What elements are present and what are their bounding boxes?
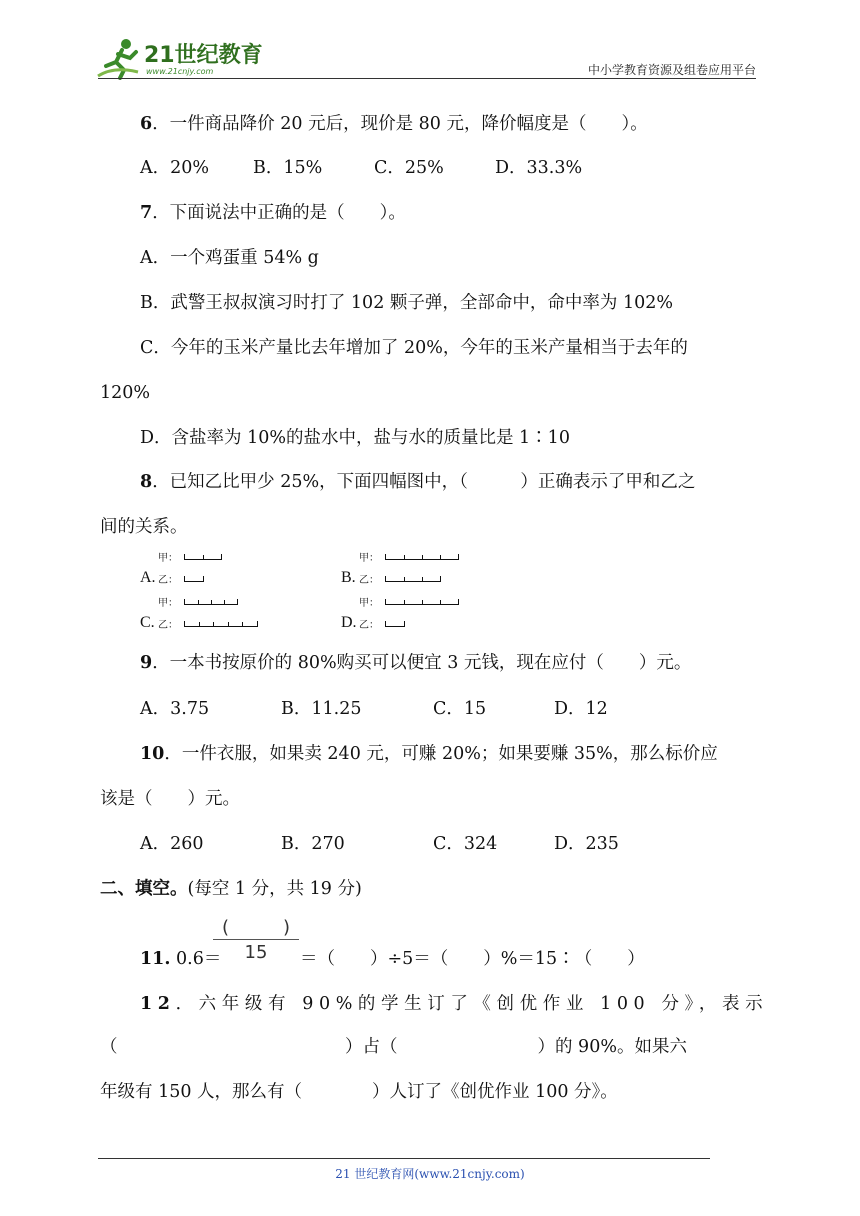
q7-stem: 7．下面说法中正确的是（ ）。	[140, 203, 406, 223]
q6-option-a: A．20%	[140, 158, 210, 178]
q9-stem: 9．一本书按原价的 80%购买可以便宜 3 元钱，现在应付（ ）元。	[140, 653, 692, 673]
q10-option-b: B．270	[281, 834, 345, 854]
segment-yi	[184, 621, 258, 627]
q10-stem-cont: 该是（ ）元。	[100, 789, 240, 809]
q10-option-d: D．235	[554, 834, 619, 854]
segment-jia	[184, 554, 222, 560]
segment-jia	[184, 599, 238, 605]
q6-option-d: D．33.3%	[495, 158, 583, 178]
fraction-denominator: 15	[244, 942, 268, 963]
q10-stem: 10．一件衣服，如果卖 240 元，可赚 20%；如果要赚 35%，那么标价应	[140, 744, 718, 764]
segment-yi	[385, 621, 405, 627]
q9-option-c: C．15	[433, 699, 487, 719]
q7-option-a: A．一个鸡蛋重 54% g	[140, 248, 319, 268]
q9-option-b: B．11.25	[281, 699, 362, 719]
q12-stem-line2: （ ）占（ ）的 90%。如果六	[100, 1037, 687, 1057]
q8-figure-d: 甲： D. 乙：	[341, 595, 491, 635]
segment-yi	[385, 576, 441, 582]
site-logo	[94, 36, 264, 80]
segment-yi	[184, 576, 204, 582]
fraction-numerator: ( )	[221, 917, 291, 938]
q11-lead: 11. 0.6＝	[140, 949, 222, 969]
segment-jia	[385, 554, 459, 560]
q8-figure-a: 甲： A. 乙：	[140, 550, 290, 590]
q6-option-c: C．25%	[374, 158, 444, 178]
svg-text:21世纪教育: 21世纪教育	[144, 43, 263, 68]
q9-option-a: A．3.75	[140, 699, 210, 719]
q8-figure-b: 甲： B. 乙：	[341, 550, 491, 590]
q6-option-b: B．15%	[253, 158, 323, 178]
segment-jia	[385, 599, 459, 605]
runner-icon	[98, 39, 138, 78]
q12-stem-line3: 年级有 150 人，那么有（ ）人订了《创优作业 100 分》。	[100, 1082, 618, 1102]
footer-link[interactable]: 21 世纪教育网(www.21cnjy.com)	[335, 1167, 525, 1181]
q8-stem: 8．已知乙比甲少 25%，下面四幅图中，（ ）正确表示了甲和乙之	[140, 472, 696, 492]
q7-option-c: C．今年的玉米产量比去年增加了 20%，今年的玉米产量相当于去年的	[140, 338, 688, 358]
header-divider	[98, 78, 756, 79]
q9-option-d: D．12	[554, 699, 608, 719]
q7-option-d: D．含盐率为 10%的盐水中，盐与水的质量比是 1∶10	[140, 428, 570, 448]
footer-divider	[98, 1158, 710, 1159]
header-platform-text: 中小学教育资源及组卷应用平台	[587, 63, 756, 77]
q6-stem: 6．一件商品降价 20 元后，现价是 80 元，降价幅度是（ ）。	[140, 114, 648, 134]
section-heading: 二、填空。(每空 1 分，共 19 分)	[100, 879, 362, 899]
q7-option-b: B．武警王叔叔演习时打了 102 颗子弹，全部命中，命中率为 102%	[140, 293, 673, 313]
fraction-bar	[213, 939, 299, 940]
svg-text:www.21cnjy.com: www.21cnjy.com	[146, 67, 214, 76]
q11-fraction	[213, 913, 299, 963]
q11-rest: ＝（ ）÷5＝（ ）%＝15∶（ ）	[300, 949, 645, 969]
q10-option-c: C．324	[433, 834, 498, 854]
q12-stem: 12．六年级有 90%的学生订了《创优作业 100 分》，表示	[140, 994, 769, 1014]
q8-stem-cont: 间的关系。	[100, 517, 188, 537]
q10-option-a: A．260	[140, 834, 204, 854]
q8-figure-c: 甲： C. 乙：	[140, 595, 290, 635]
q7-option-c-cont: 120%	[100, 383, 151, 403]
